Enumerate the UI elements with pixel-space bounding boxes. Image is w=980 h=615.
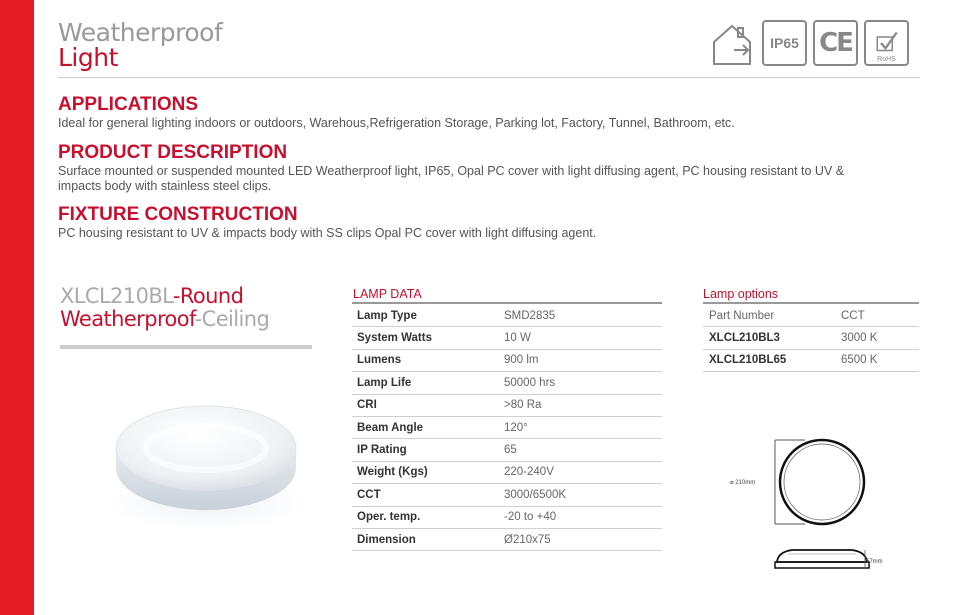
lamp-data-row	[352, 417, 662, 439]
lamp-product-image	[98, 388, 313, 538]
lamp-data-label: Dimension	[357, 533, 416, 546]
ip65-label: IP65	[770, 35, 799, 51]
lamp-data-value: >80 Ra	[504, 399, 542, 412]
lamp-data-label: CCT	[357, 488, 381, 501]
lamp-option-row	[703, 350, 919, 372]
lamp-data-value: 900 lm	[504, 354, 539, 367]
product-code: XLCL210BL	[60, 284, 173, 308]
lamp-data-row	[352, 462, 662, 484]
lamp-options-rule	[703, 302, 919, 304]
lamp-option-cct: 6500 K	[841, 354, 878, 367]
dimension-diagram	[730, 432, 910, 602]
lamp-data-row	[352, 507, 662, 529]
product-description-text-line2: impacts body with stainless steel clips.	[58, 179, 272, 193]
ip65-icon	[762, 20, 807, 66]
ce-label: CE	[819, 28, 852, 58]
height-label: 57mm	[866, 559, 883, 565]
product-description-section	[58, 142, 844, 194]
lamp-data-value: SMD2835	[504, 309, 556, 322]
product-name-divider	[60, 345, 312, 349]
product-name-part2: Weatherproof	[60, 307, 195, 331]
lamp-option-row	[703, 327, 919, 349]
product-name	[60, 285, 269, 331]
lamp-data-row	[352, 305, 662, 327]
rohs-label: RoHS	[877, 56, 896, 63]
page-title-line1: Weatherproof	[58, 18, 223, 47]
header-divider	[58, 77, 920, 78]
lamp-data-row	[352, 327, 662, 349]
lamp-data-value: 50000 hrs	[504, 376, 556, 389]
fixture-construction-section	[58, 204, 596, 241]
fixture-construction-heading: FIXTURE CONSTRUCTION	[58, 204, 298, 225]
lamp-data-value: 65	[504, 444, 517, 457]
part-number-header: Part Number	[709, 309, 775, 322]
lamp-data-value: 3000/6500K	[504, 488, 567, 501]
rohs-check-icon	[872, 28, 902, 58]
lamp-option-part-number: XLCL210BL3	[709, 332, 780, 345]
lamp-data-row	[352, 372, 662, 394]
lamp-data-label: Lumens	[357, 354, 402, 367]
lamp-data-value: 120°	[504, 421, 528, 434]
lamp-data-value: 220-240V	[504, 466, 554, 479]
certification-icons	[708, 20, 909, 68]
left-red-bar	[0, 0, 34, 615]
lamp-data-rule	[352, 302, 662, 304]
diameter-label: ⌀ 210mm	[730, 480, 756, 486]
cct-header: CCT	[841, 309, 865, 322]
product-description-text-line1: Surface mounted or suspended mounted LED Weatherproof light, IP65, Opal PC cover with light diffusing agent, PC housing resistant to UV &	[58, 164, 845, 178]
lamp-data-row	[352, 395, 662, 417]
lamp-data-label: Weight (Kgs)	[357, 466, 428, 479]
lamp-option-part-number: XLCL210BL65	[709, 354, 787, 367]
product-name-part3: -Ceiling	[194, 307, 270, 331]
lamp-option-cct: 3000 K	[841, 332, 878, 345]
lamp-data-value: -20 to +40	[504, 511, 557, 524]
lamp-data-label: Lamp Life	[357, 376, 412, 389]
lamp-data-label: System Watts	[357, 332, 432, 345]
lamp-data-label: IP Rating	[357, 444, 407, 457]
lamp-data-label: Beam Angle	[357, 421, 424, 434]
lamp-data-row	[352, 529, 662, 551]
house-icon	[708, 20, 756, 68]
lamp-data-row	[352, 350, 662, 372]
lamp-data-row	[352, 439, 662, 461]
fixture-construction-text: PC housing resistant to UV & impacts body with SS clips Opal PC cover with light diffusing agent.	[58, 226, 597, 240]
applications-text: Ideal for general lighting indoors or outdoors, Warehous,Refrigeration Storage, Parking lot, Factory, Tunnel, Bathroom, etc.	[58, 116, 735, 130]
lamp-data-title: LAMP DATA	[353, 287, 422, 301]
page-title-line2: Light	[58, 43, 118, 72]
lamp-data-label: Oper. temp.	[357, 511, 421, 524]
product-description-heading: PRODUCT DESCRIPTION	[58, 142, 288, 163]
applications-section	[58, 94, 735, 131]
lamp-data-value: 10 W	[504, 332, 531, 345]
ce-mark-icon	[813, 20, 858, 66]
lamp-options-title: Lamp options	[703, 287, 779, 301]
applications-heading: APPLICATIONS	[58, 94, 199, 115]
lamp-data-label: CRI	[357, 399, 377, 412]
lamp-data-label: Lamp Type	[357, 309, 417, 322]
lamp-data-value: Ø210x75	[504, 533, 551, 546]
rohs-icon	[864, 20, 909, 66]
lamp-options-header-row	[703, 305, 919, 327]
lamp-data-row	[352, 484, 662, 506]
product-name-part1: -Round	[172, 284, 244, 308]
